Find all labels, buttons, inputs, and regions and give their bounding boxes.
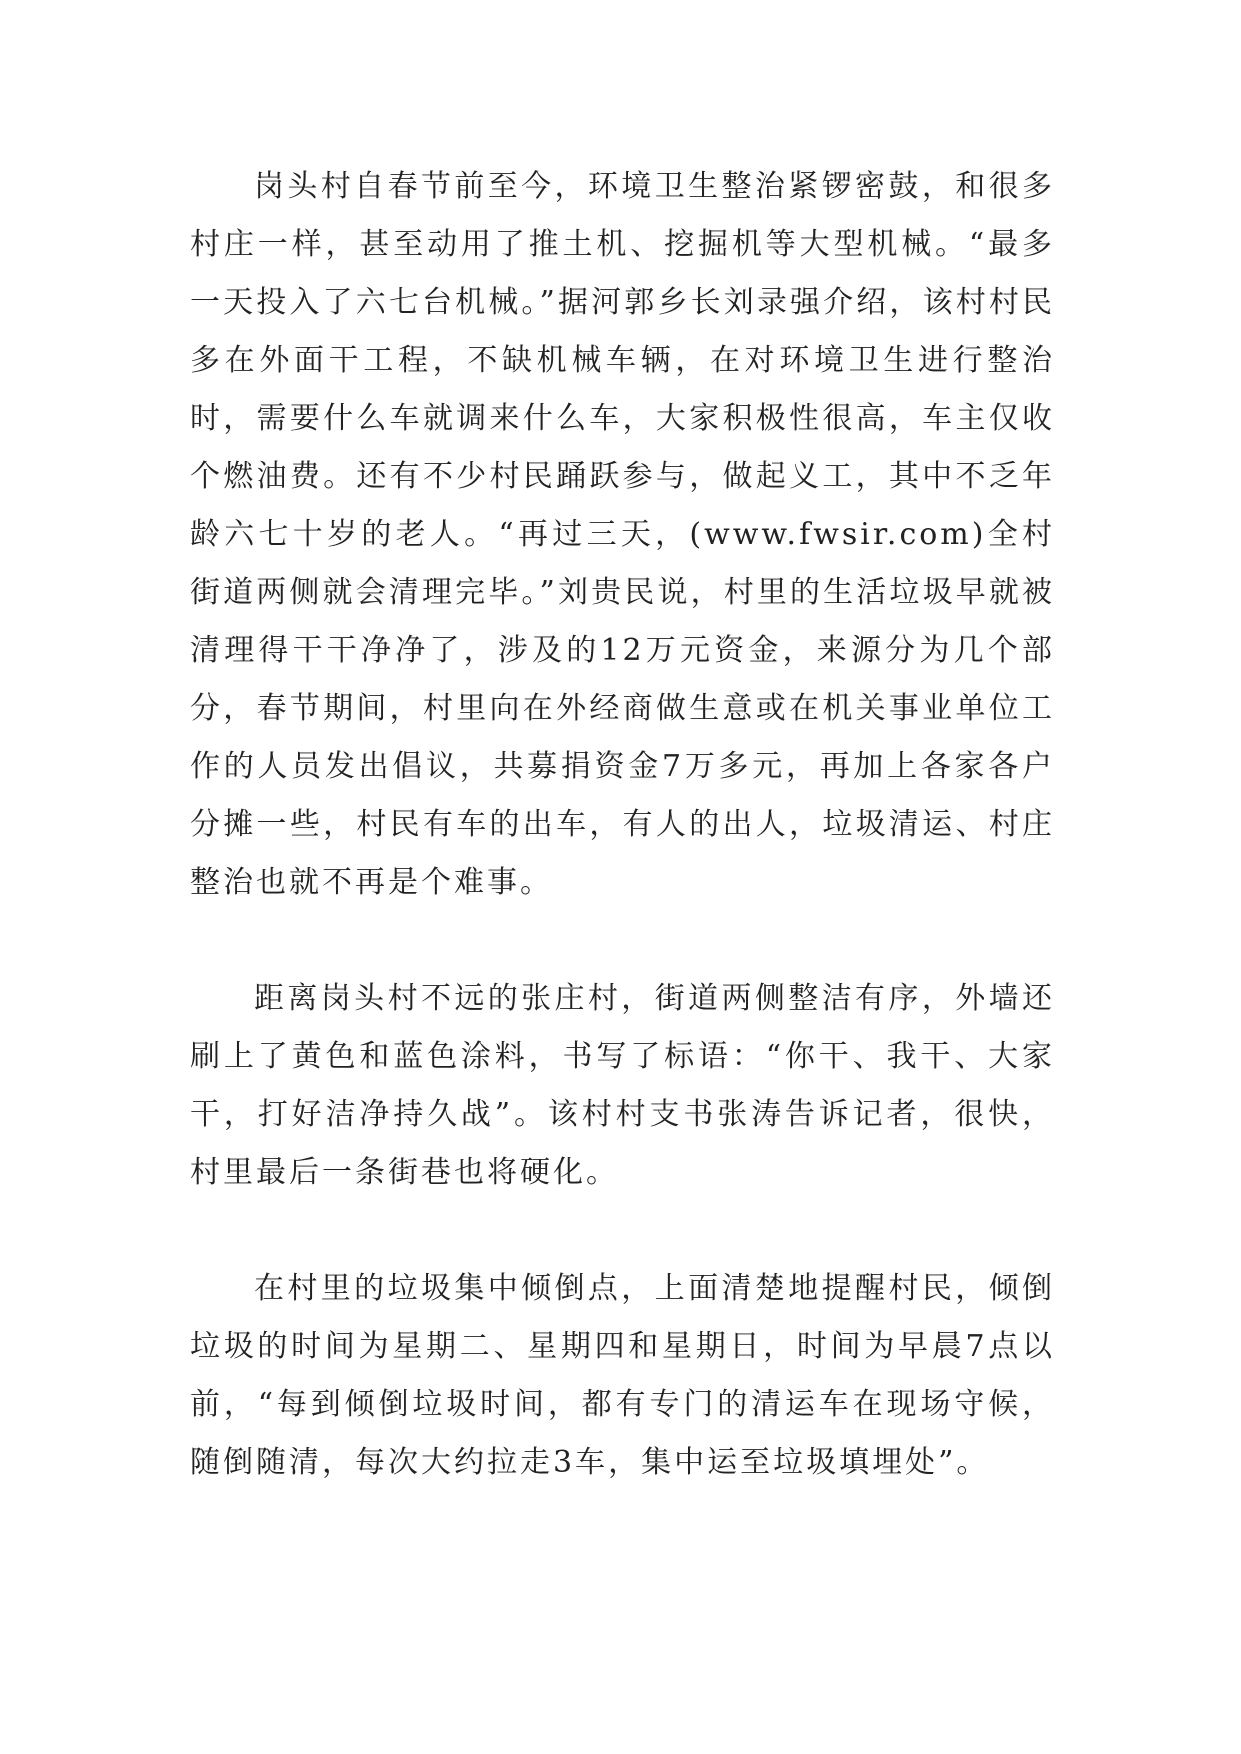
- document-body: [190, 158, 1055, 1492]
- paragraph-1: 岗头村自春节前至今，环境卫生整治紧锣密鼓，和很多村庄一样，甚至动用了推土机、挖掘机等大型机械。“最多一天投入了六七台机械。”据河郭乡长刘录强介绍，该村村民多在外面干工程，不缺机械车辆，在对环境卫生进行整治时，需要什么车就调来什么车，大家积极性很高，车主仅收个燃油费。还有不少村民踊跃参与，做起义工，其中不乏年龄六七十岁的老人。“再过三天，(www.fwsir.com)全村街道两侧就会清理完毕。”刘贵民说，村里的生活垃圾早就被清理得干干净净了，涉及的12万元资金，来源分为几个部分，春节期间，村里向在外经商做生意或在机关事业单位工作的人员发出倡议，共募捐资金7万多元，再加上各家各户分摊一些，村民有车的出车，有人的出人，垃圾清运、村庄整治也就不再是个难事。: [190, 169, 1055, 900]
- paragraph-2: 距离岗头村不远的张庄村，街道两侧整洁有序，外墙还刷上了黄色和蓝色涂料，书写了标语：“你干、我干、大家干，打好洁净持久战”。该村村支书张涛告诉记者，很快，村里最后一条街巷也将硬化。: [190, 981, 1055, 1190]
- paragraph-3: 在村里的垃圾集中倾倒点，上面清楚地提醒村民，倾倒垃圾的时间为星期二、星期四和星期日，时间为早晨7点以前，“每到倾倒垃圾时间，都有专门的清运车在现场守候，随倒随清，每次大约拉走3车，集中运至垃圾填埋处”。: [190, 1271, 1055, 1480]
